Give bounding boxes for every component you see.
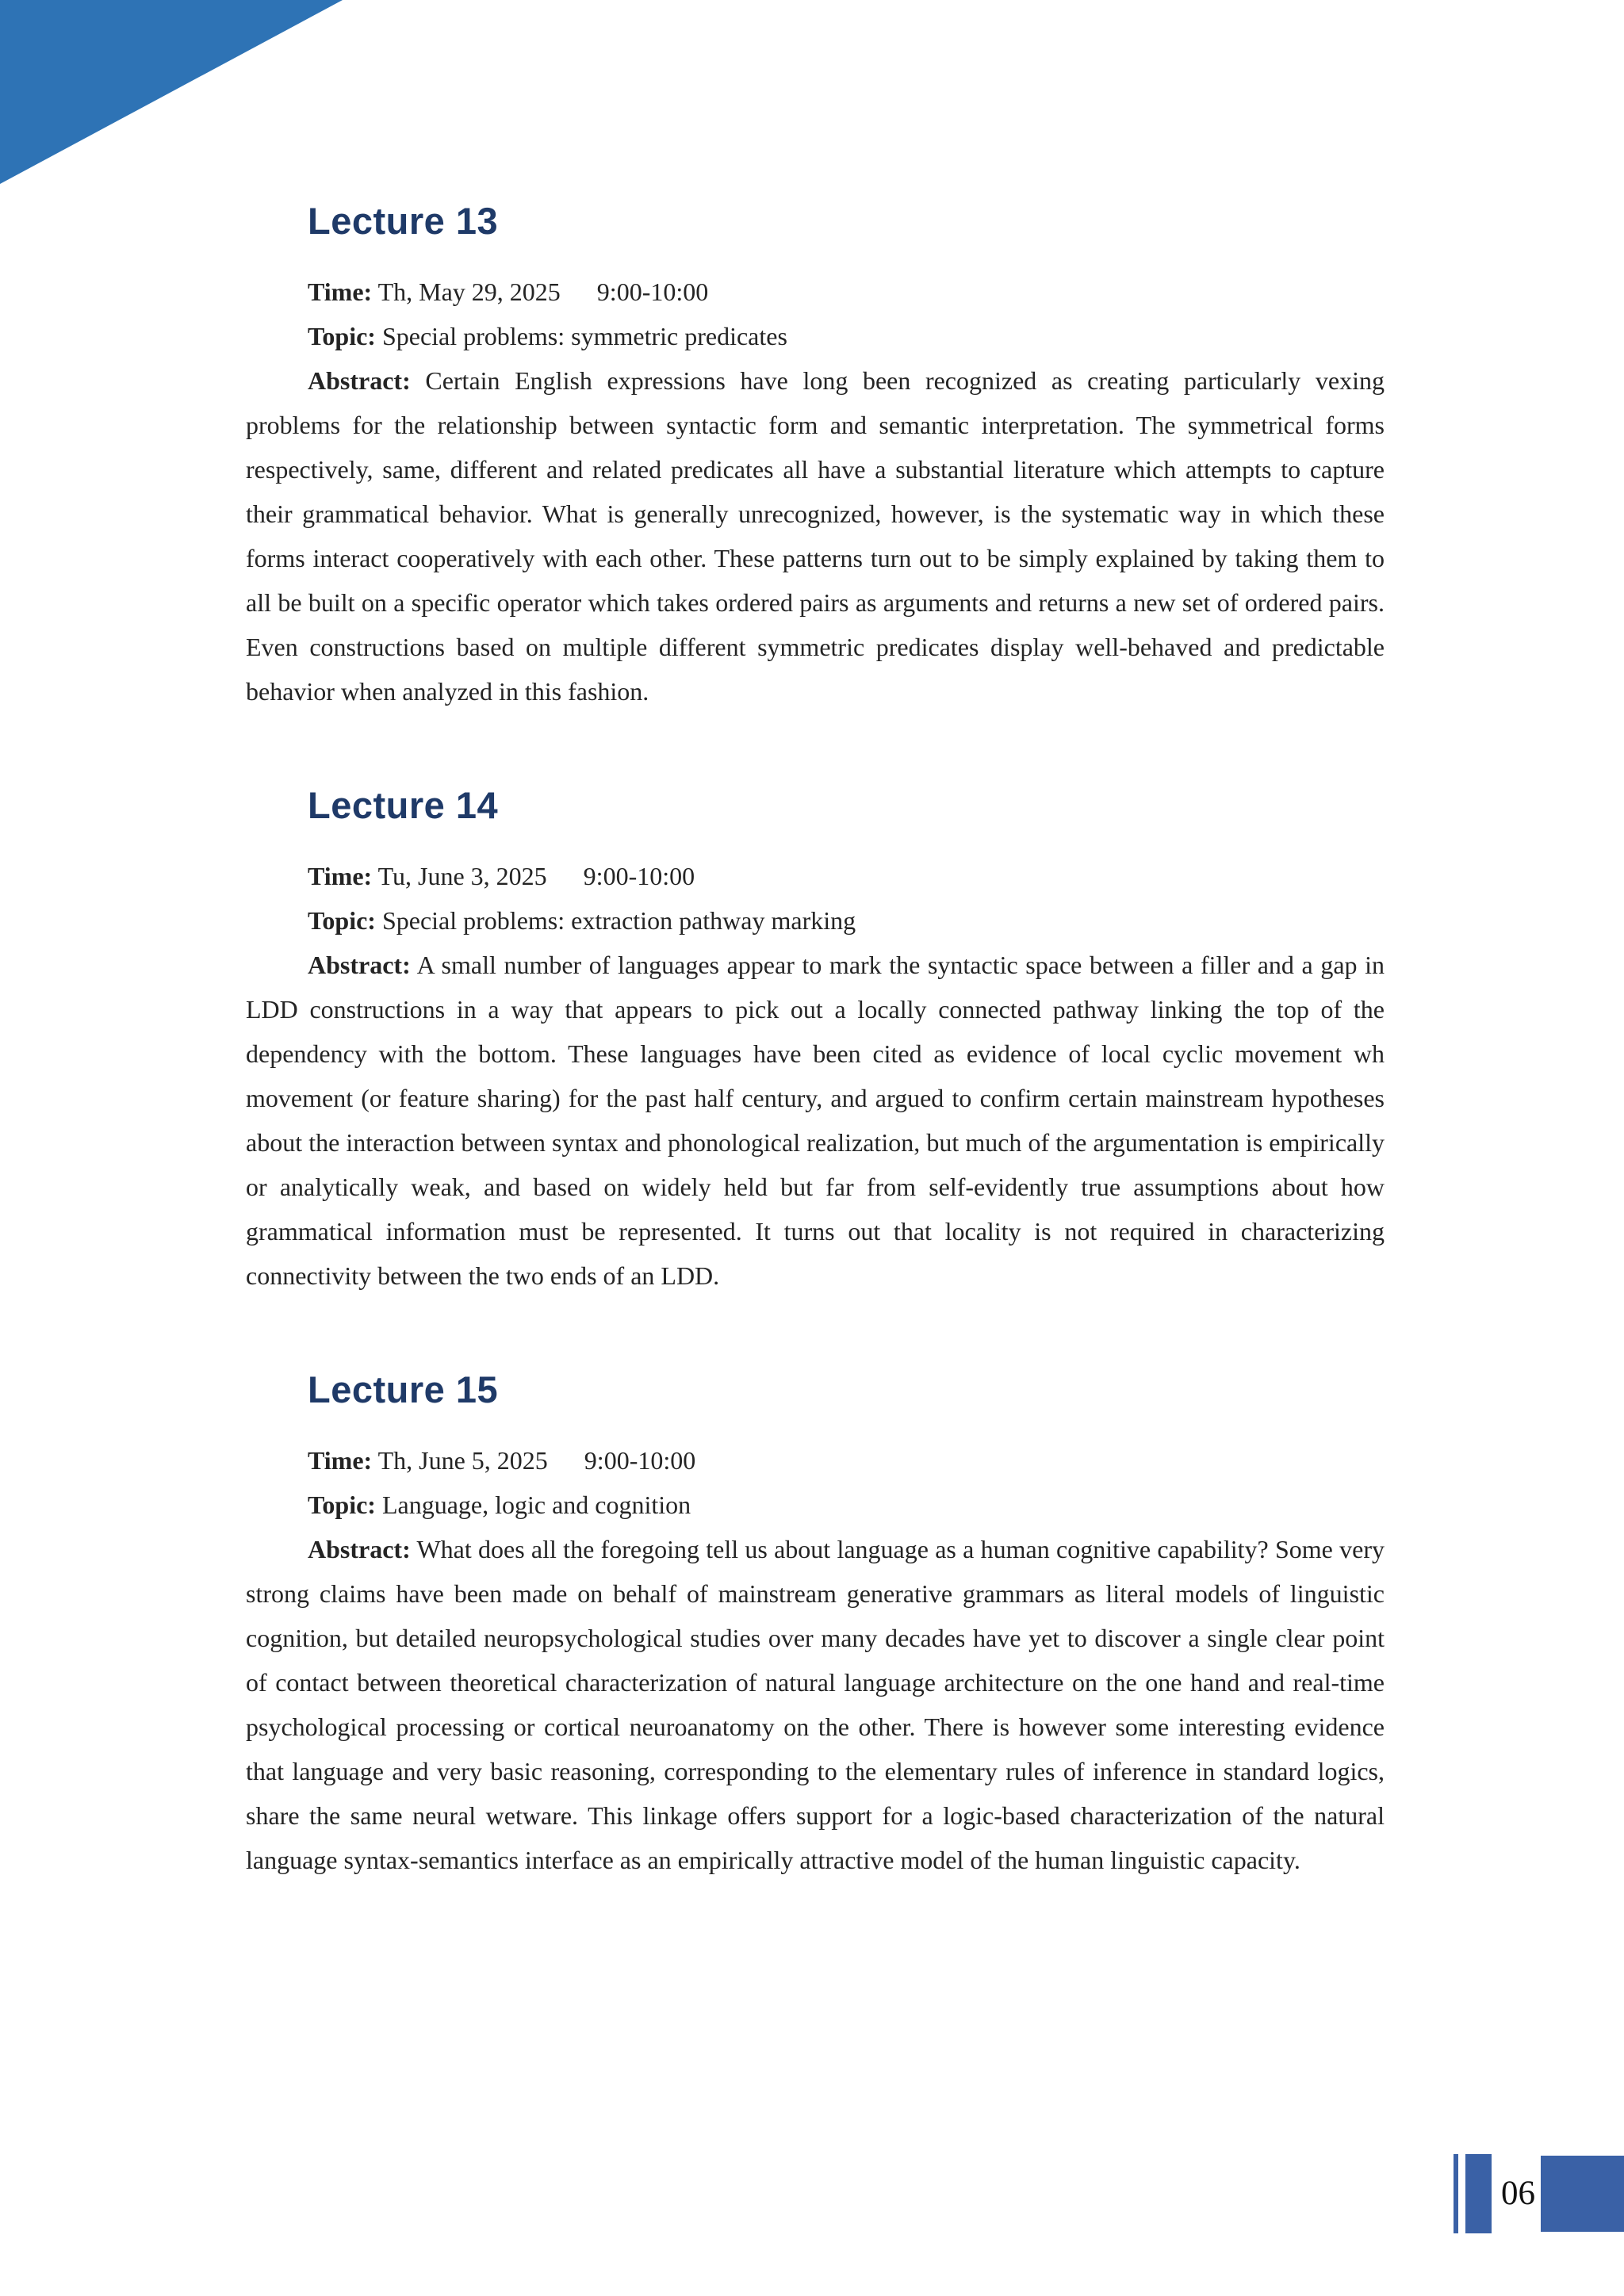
lecture-15-section bbox=[246, 1368, 1385, 1882]
topic-text: Language, logic and cognition bbox=[381, 1490, 691, 1519]
badge-right-rect bbox=[1541, 2156, 1624, 2232]
time-range: 9:00-10:00 bbox=[584, 1446, 696, 1475]
lecture-topic-line bbox=[246, 314, 1385, 358]
time-label: Time: bbox=[308, 277, 373, 306]
lecture-abstract bbox=[246, 358, 1385, 714]
lecture-time-line bbox=[246, 270, 1385, 314]
lecture-abstract bbox=[246, 1527, 1385, 1882]
page-number-badge bbox=[1454, 2154, 1624, 2233]
topic-text: Special problems: symmetric predicates bbox=[381, 322, 787, 350]
lecture-title: Lecture 14 bbox=[308, 784, 499, 826]
badge-thin-bar bbox=[1454, 2154, 1458, 2233]
lecture-14-section bbox=[246, 786, 1385, 1298]
topic-label: Topic: bbox=[308, 1490, 376, 1519]
time-date: Th, May 29, 2025 bbox=[377, 277, 561, 306]
time-label: Time: bbox=[308, 862, 373, 890]
time-range: 9:00-10:00 bbox=[596, 277, 709, 306]
lecture-time-line bbox=[246, 854, 1385, 898]
abstract-text: What does all the foregoing tell us about language as a human cognitive capability? Some very strong claims have been made on behalf of mainstream generative grammars as literal models of linguistic cognition, but detailed neuropsychological studies over many decades have yet to discover a single clear point of contact between theoretical characterization of natural language architecture on the one hand and real-time psychological processing or cortical neuroanatomy on the other. There is however some interesting evidence that language and very basic reasoning, corresponding to the elementary rules of inference in standard logics, share the same neural wetware. This linkage offers support for a logic-based characterization of the natural language syntax-semantics interface as an empirically attractive model of the human linguistic capacity. bbox=[246, 1535, 1385, 1874]
lecture-13-section bbox=[246, 202, 1385, 714]
lecture-time-line bbox=[246, 1438, 1385, 1483]
lecture-title: Lecture 13 bbox=[308, 200, 499, 242]
abstract-label: Abstract: bbox=[308, 366, 411, 395]
corner-accent-triangle bbox=[0, 0, 343, 184]
badge-wide-bar bbox=[1465, 2154, 1492, 2233]
topic-label: Topic: bbox=[308, 906, 376, 935]
lecture-abstract bbox=[246, 943, 1385, 1298]
abstract-text: Certain English expressions have long been recognized as creating particularly vexing problems for the relationship between syntactic form and semantic interpretation. The symmetrical forms respectively, same, different and related predicates all have a substantial literature which attempts to capture their grammatical behavior. What is generally unrecognized, however, is the systematic way in which these forms interact cooperatively with each other. These patterns turn out to be simply explained by taking them to all be built on a specific operator which takes ordered pairs as arguments and returns a new set of ordered pairs. Even constructions based on multiple different symmetric predicates display well-behaved and predictable behavior when analyzed in this fashion. bbox=[246, 366, 1385, 706]
topic-text: Special problems: extraction pathway marking bbox=[381, 906, 856, 935]
topic-label: Topic: bbox=[308, 322, 376, 350]
lecture-title: Lecture 15 bbox=[308, 1368, 499, 1410]
abstract-text: A small number of languages appear to mark the syntactic space between a filler and a gap in LDD constructions in a way that appears to pick out a locally connected pathway linking the top of the dependency with the bottom. These languages have been cited as evidence of local cyclic movement wh movement (or feature sharing) for the past half century, and argued to confirm certain mainstream hypotheses about the interaction between syntax and phonological realization, but much of the argumentation is empirically or analytically weak, and based on widely held but far from self-evidently true assumptions about how grammatical information must be represented. It turns out that locality is not required in characterizing connectivity between the two ends of an LDD. bbox=[246, 951, 1385, 1290]
lecture-topic-line bbox=[246, 1483, 1385, 1527]
time-range: 9:00-10:00 bbox=[583, 862, 695, 890]
abstract-label: Abstract: bbox=[308, 1535, 411, 1563]
time-label: Time: bbox=[308, 1446, 373, 1475]
abstract-label: Abstract: bbox=[308, 951, 411, 979]
page-content bbox=[246, 202, 1385, 1882]
time-date: Th, June 5, 2025 bbox=[377, 1446, 548, 1475]
lecture-topic-line bbox=[246, 898, 1385, 943]
page-number: 06 bbox=[1501, 2175, 1535, 2212]
time-date: Tu, June 3, 2025 bbox=[377, 862, 547, 890]
